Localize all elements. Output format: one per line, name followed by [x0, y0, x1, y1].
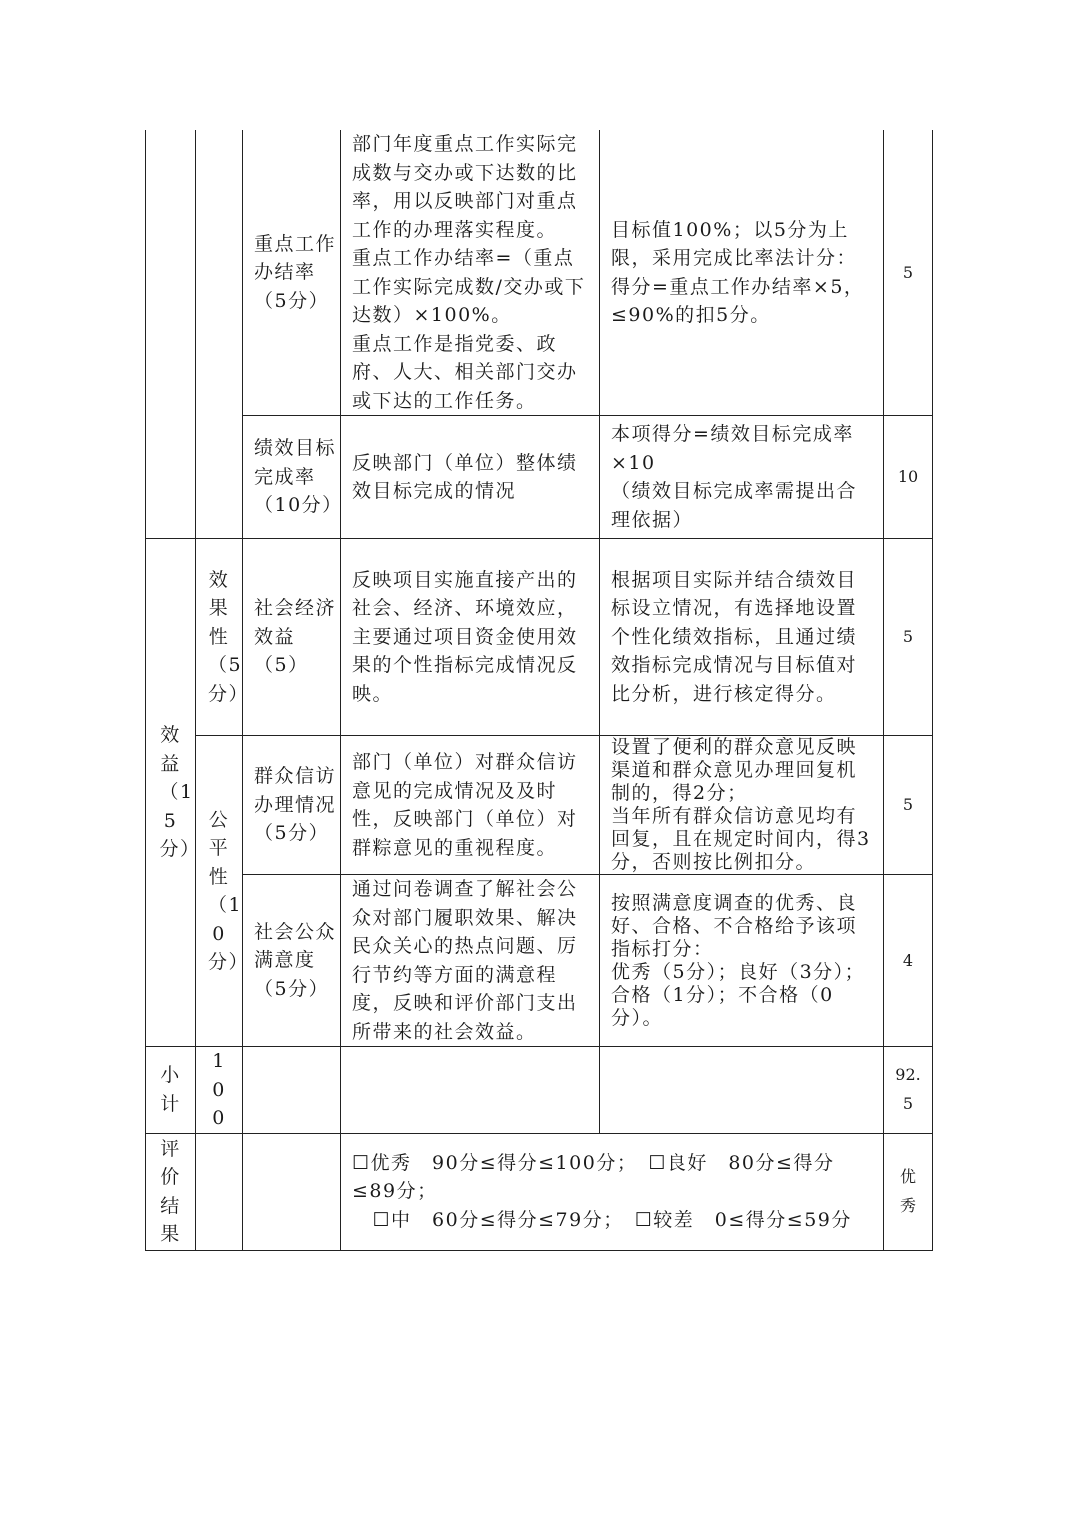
subtotal-row [146, 1047, 933, 1134]
standard-cell: 按照满意度调查的优秀、良好、合格、不合格给予该项指标打分： 优秀（5分）；良好（3分）；合格（1分）；不合格（0分）。 [600, 875, 884, 1047]
category-cell: 效益（15分） [146, 539, 196, 1047]
table-row [146, 875, 933, 1047]
performance-evaluation-table [145, 130, 933, 1251]
table-row [146, 130, 933, 416]
indicator-cell: 社会经济效益（5） [243, 539, 341, 736]
subtotal-score: 92.5 [884, 1047, 933, 1134]
indicator-cell: 绩效目标完成率（10分） [243, 416, 341, 539]
indicator-cell: 社会公众满意度（5分） [243, 875, 341, 1047]
description-cell: 反映项目实施直接产出的社会、经济、环境效应，主要通过项目资金使用效果的个性指标完成情况反映。 [341, 539, 600, 736]
criteria-line-excellent-good: ☐优秀 90分≤得分≤100分； ☐良好 80分≤得分≤89分； [352, 1151, 835, 1203]
score-cell: 10 [884, 416, 933, 539]
empty-cell [600, 1047, 884, 1134]
subcategory-cell: 效果性（5分） [196, 539, 243, 736]
subtotal-weight: 100 [196, 1047, 243, 1134]
description-cell: 部门（单位）对群众信访意见的完成情况及及时性，反映部门（单位）对群粽意见的重视程度。 [341, 736, 600, 875]
standard-cell: 设置了便利的群众意见反映渠道和群众意见办理回复机制的，得2分； 当年所有群众信访意见均有回复，且在规定时间内，得3分，否则按比例扣分。 [600, 736, 884, 875]
empty-cell [243, 1133, 341, 1250]
category-cell-continued [146, 130, 196, 539]
standard-cell: 本项得分=绩效目标完成率×10 （绩效目标完成率需提出合理依据） [600, 416, 884, 539]
subtotal-label: 小计 [146, 1047, 196, 1134]
evaluation-row [146, 1133, 933, 1250]
score-cell: 5 [884, 736, 933, 875]
standard-cell: 目标值100%；以5分为上限，采用完成比率法计分：得分=重点工作办结率×5，≤90%的扣5分。 [600, 130, 884, 416]
standard-cell: 根据项目实际并结合绩效目标设立情况，有选择地设置个性化绩效指标，且通过绩效指标完成情况与目标值对比分析，进行核定得分。 [600, 539, 884, 736]
empty-cell [341, 1047, 600, 1134]
subcategory-cell-continued [196, 130, 243, 539]
evaluation-result: 优秀 [884, 1133, 933, 1250]
table-row [146, 539, 933, 736]
evaluation-label: 评价结果 [146, 1133, 196, 1250]
subcategory-cell: 公平性（10分） [196, 736, 243, 1047]
description-cell: 部门年度重点工作实际完成数与交办或下达数的比率，用以反映部门对重点工作的办理落实程度。 重点工作办结率=（重点工作实际完成数/交办或下达数）×100%。 重点工作是指党委、政府、人大、相关部门交办或下达的工作任务。 [341, 130, 600, 416]
table-row [146, 416, 933, 539]
description-cell: 通过问卷调查了解社会公众对部门履职效果、解决民众关心的热点问题、厉行节约等方面的满意程度，反映和评价部门支出所带来的社会效益。 [341, 875, 600, 1047]
indicator-cell: 群众信访办理情况（5分） [243, 736, 341, 875]
description-cell: 反映部门（单位）整体绩效目标完成的情况 [341, 416, 600, 539]
score-cell: 4 [884, 875, 933, 1047]
table-row [146, 736, 933, 875]
empty-cell [243, 1047, 341, 1134]
score-cell: 5 [884, 130, 933, 416]
criteria-line-medium-poor: ☐中 60分≤得分≤79分； ☐较差 0≤得分≤59分 [352, 1208, 852, 1231]
empty-cell [196, 1133, 243, 1250]
indicator-cell: 重点工作办结率（5分） [243, 130, 341, 416]
evaluation-criteria [341, 1133, 884, 1250]
score-cell: 5 [884, 539, 933, 736]
